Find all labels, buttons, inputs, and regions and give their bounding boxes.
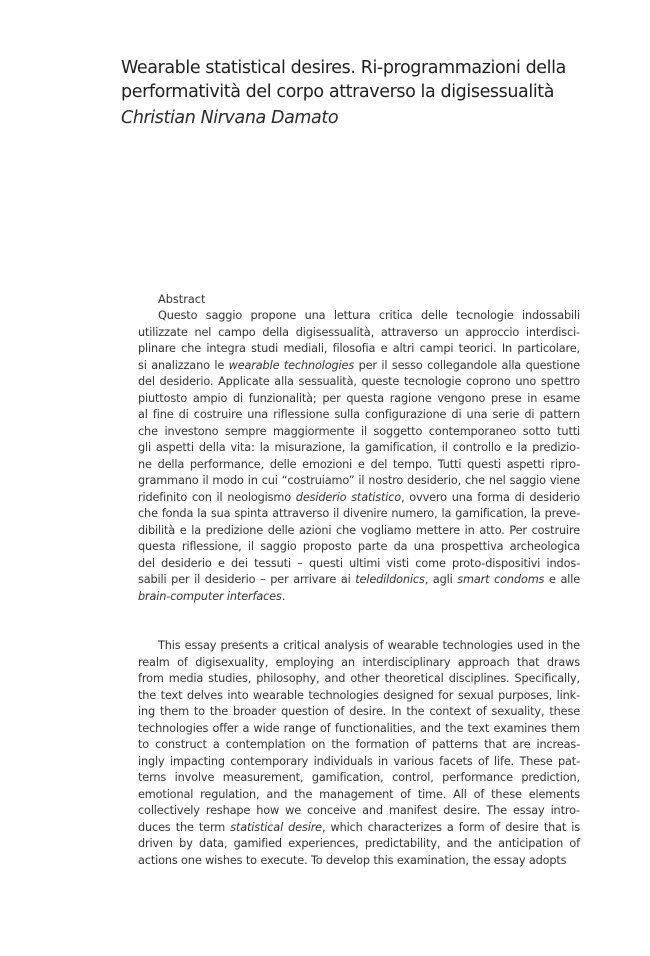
italic-term: teledildonics	[355, 573, 425, 586]
abstract-english	[138, 638, 580, 869]
italic-term: wearable technologies	[228, 358, 355, 372]
paragraph-line: al fine di costruire una riflessione sulla configurazione di una serie di pattern	[138, 408, 580, 421]
paragraph-line: sabili per il desiderio – per arrivare ai teledildonics, agli smart condoms e alle	[138, 573, 580, 586]
paragraph-line: collectively reshape how we conceive and manifest desire. The essay intro-	[138, 804, 580, 817]
paragraph-line: realm of digisexuality, employing an interdisciplinary approach that draws	[138, 655, 580, 669]
paragraph-line: driven by data, gamified experiences, predictability, and the anticipation of	[138, 837, 580, 850]
abstract-italian	[138, 308, 580, 605]
article-title	[121, 56, 591, 104]
paragraph-line: from media studies, philosophy, and other theoretical disciplines. Specifically,	[138, 672, 580, 685]
paragraph-line: utilizzate nel campo della digisessualità, attraverso un approccio interdisci-	[138, 325, 580, 339]
author-name: Christian Nirvana Damato	[121, 108, 339, 128]
paragraph-line: del desiderio e dei tessuti – questi ultimi visti come proto-dispositivi indos-	[138, 556, 580, 570]
paragraph-line: technologies offer a wide range of functionalities, and the text examines them	[138, 721, 580, 735]
paragraph-line: ne della performance, delle emozioni e del tempo. Tutti questi aspetti ripro-	[138, 457, 580, 471]
paragraph-line: duces the term statistical desire, which characterizes a form of desire that is	[138, 820, 581, 834]
paragraph-line: terns involve measurement, gamification, control, performance prediction,	[138, 771, 580, 784]
paragraph-line: actions one wishes to execute. To develop this examination, the essay adopts	[138, 853, 567, 867]
italic-term: statistical desire	[230, 820, 322, 834]
paragraph-line: emotional regulation, and the management of time. All of these elements	[138, 787, 580, 801]
paragraph-line: questa riflessione, il saggio proposto parte da una prospettiva archeologica	[138, 540, 580, 553]
paragraph-line: grammano il modo in cui “costruiamo” il nostro desiderio, che nel saggio viene	[138, 474, 580, 487]
italic-term: desiderio statistico	[295, 490, 402, 504]
paragraph-line: Questo saggio propone una lettura critica delle tecnologie indossabili	[158, 309, 580, 322]
paragraph-line: brain-computer interfaces.	[138, 589, 286, 603]
paragraph-line: si analizzano le wearable technologies per il sesso collegandole alla questione	[138, 358, 580, 372]
paragraph-line: piuttosto ampio di funzionalità; per questa ragione vengono prese in esame	[138, 391, 580, 405]
paragraph-line: che investono sempre maggiormente il soggetto contemporaneo sotto tutti	[138, 424, 580, 438]
paragraph-line: che fonda la sua spinta attraverso il divenire numero, la gamification, la preve-	[138, 507, 580, 520]
abstract-heading: Abstract	[158, 293, 206, 306]
paragraph-line: gli aspetti della vita: la misurazione, la gamification, il controllo e la predizio-	[138, 441, 580, 454]
title-line: performatività del corpo attraverso la digisessualità	[121, 82, 555, 102]
paragraph-line: ing them to the broader question of desire. In the context of sexuality, these	[138, 705, 580, 718]
paragraph-line: plinare che integra studi mediali, filosofia e altri campi teorici. In particolare,	[138, 342, 580, 355]
paragraph-line: This essay presents a critical analysis of wearable technologies used in the	[158, 639, 580, 652]
paragraph-line: the text delves into wearable technologies designed for sexual purposes, link-	[138, 688, 580, 702]
paragraph-line: to construct a contemplation on the formation of patterns that are increas-	[138, 738, 580, 751]
title-line: Wearable statistical desires. Ri-programmazioni della	[121, 58, 566, 78]
italic-term: brain-computer interfaces	[138, 589, 282, 603]
paragraph-line: dibilità e la predizione delle azioni che vogliamo mettere in atto. Per costruire	[138, 523, 580, 537]
paragraph-line: ridefinito con il neologismo desiderio statistico, ovvero una forma di desiderio	[138, 490, 581, 504]
paragraph-line: del desiderio. Applicate alla sessualità, queste tecnologie coprono uno spettro	[138, 375, 580, 388]
paragraph-line: ingly impacting contemporary individuals in various facets of life. These pat-	[138, 754, 580, 768]
italic-term: smart condoms	[457, 573, 545, 586]
